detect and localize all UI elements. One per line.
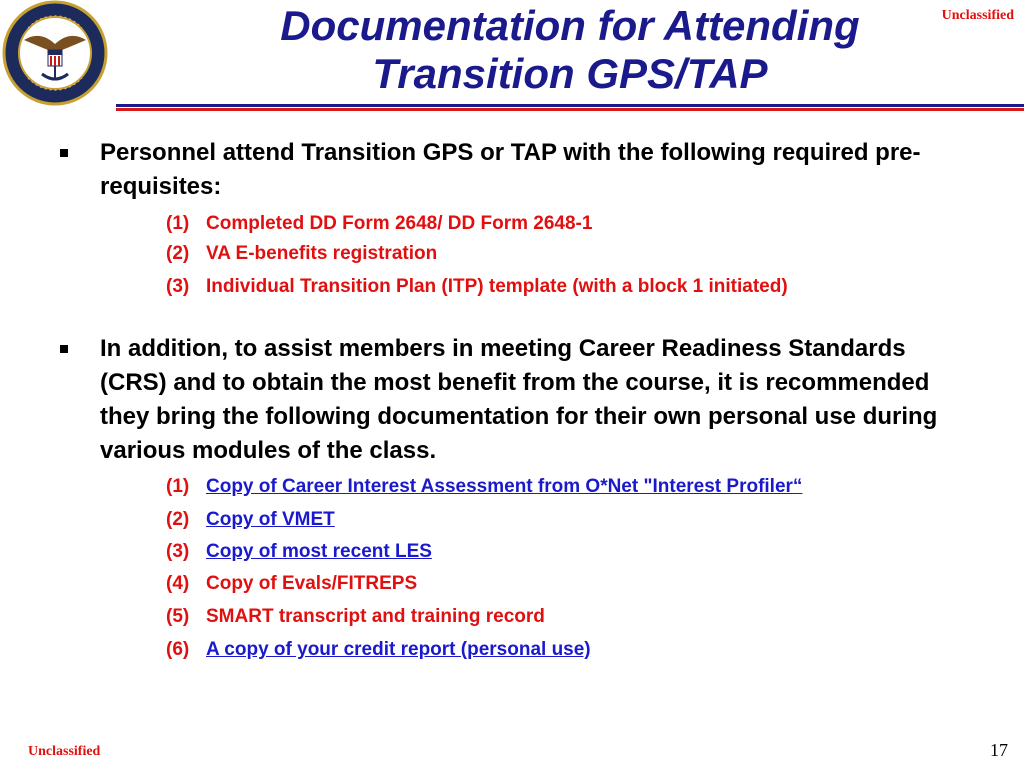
credit-report-link[interactable]: A copy of your credit report (personal use) <box>206 639 591 660</box>
les-link[interactable]: Copy of most recent LES <box>206 541 432 562</box>
navy-seal-logo <box>2 0 108 106</box>
prereq-item-3: (3) Individual Transition Plan (ITP) template (with a block 1 initiated) <box>166 276 788 297</box>
bullet-marker <box>60 149 68 157</box>
prereq-item-1: (1) Completed DD Form 2648/ DD Form 2648-1 <box>166 213 593 234</box>
doc-item-5: (5) SMART transcript and training record <box>166 606 545 627</box>
prereq-item-2: (2) VA E-benefits registration <box>166 243 438 264</box>
slide-title <box>200 2 940 98</box>
title-line-1: Documentation for Attending <box>280 2 860 49</box>
bullet-text: Personnel attend Transition GPS or TAP with the following required pre-requisites: <box>100 139 921 200</box>
vmet-link[interactable]: Copy of VMET <box>206 509 335 530</box>
header-rule-red <box>116 108 1024 111</box>
classification-top: Unclassified <box>941 8 1014 23</box>
classification-bottom: Unclassified <box>28 744 101 759</box>
header-rule-blue <box>116 104 1024 107</box>
bullet-text: In addition, to assist members in meeting Career Readiness Standards (CRS) and to obtain the most benefit from the course, it is recommended they bring the following documentation for their own personal use during various modules of the class. <box>100 335 938 464</box>
doc-item-1: (1) Copy of Career Interest Assessment from O*Net "Interest Profiler“ <box>166 476 803 497</box>
title-line-2: Transition GPS/TAP <box>372 50 768 97</box>
page-number: 17 <box>990 740 1008 760</box>
career-assessment-link[interactable]: Copy of Career Interest Assessment from O*Net "Interest Profiler“ <box>206 476 803 497</box>
doc-item-4: (4) Copy of Evals/FITREPS <box>166 573 418 594</box>
bullet-prerequisites <box>60 136 960 204</box>
bullet-marker <box>60 345 68 353</box>
doc-item-6: (6) A copy of your credit report (personal use) <box>166 639 591 660</box>
doc-item-3: (3) Copy of most recent LES <box>166 541 432 562</box>
doc-item-2: (2) Copy of VMET <box>166 509 335 530</box>
bullet-recommended-docs <box>60 332 960 468</box>
